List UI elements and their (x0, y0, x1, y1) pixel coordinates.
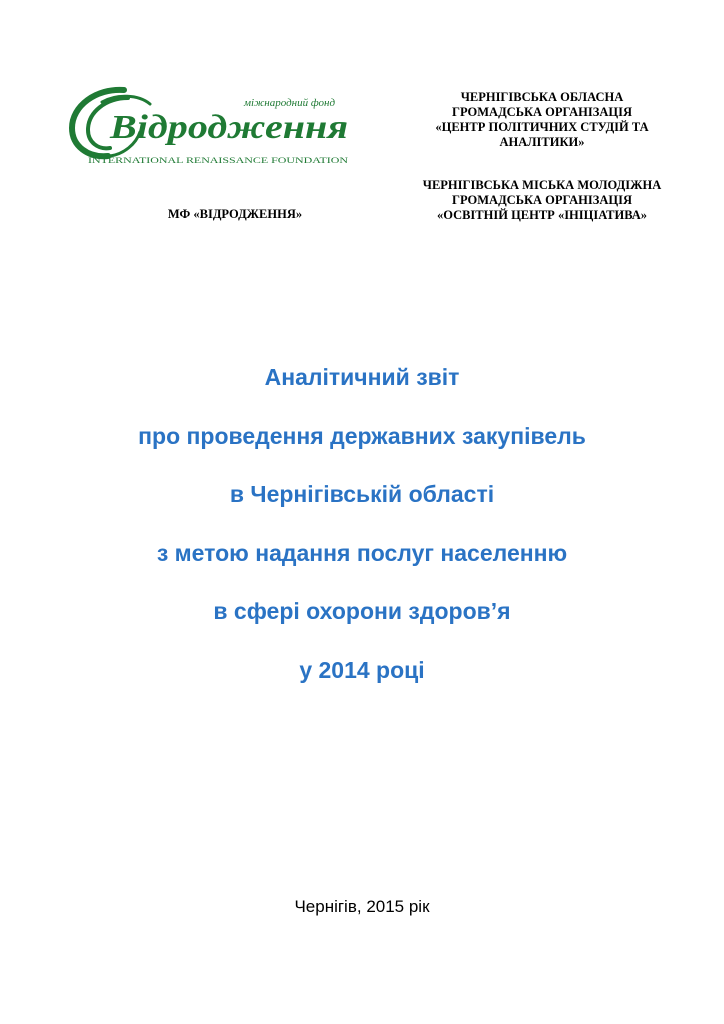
place-year: Чернігів, 2015 рік (294, 897, 430, 916)
title-line: Аналітичний звіт (264, 364, 460, 390)
report-title (0, 348, 724, 699)
title-line: про проведення державних закупівель (138, 422, 586, 449)
org-right-1-line: ЧЕРНІГІВСЬКА ОБЛАСНА (460, 90, 624, 104)
logo-english-text: INTERNATIONAL RENAISSANCE FOUNDATION (88, 156, 348, 165)
org-right-2-line: ГРОМАДСЬКА ОРГАНІЗАЦІЯ (452, 193, 632, 207)
title-line: в Чернігівській області (229, 481, 495, 507)
title-line: в сфері охорони здоров’я (213, 598, 511, 624)
org-right-2-line: ЧЕРНІГІВСЬКА МІСЬКА МОЛОДІЖНА (422, 178, 662, 192)
org-right-1-line: ГРОМАДСЬКА ОРГАНІЗАЦІЯ (452, 105, 632, 119)
org-right-1-line: «ЦЕНТР ПОЛІТИЧНИХ СТУДІЙ ТА (435, 120, 649, 134)
title-line: з метою надання послуг населенню (156, 539, 568, 566)
logo-main-text: Відродження (108, 109, 348, 146)
logo-top-text: міжнародний фонд (244, 97, 336, 109)
org-right-2-line: «ОСВІТНІЙ ЦЕНТР «ІНІЦІАТИВА» (436, 208, 648, 222)
irf-logo-graphic (66, 84, 352, 170)
org-left-name: МФ «ВІДРОДЖЕННЯ» (167, 207, 303, 221)
org-right-block-2 (384, 178, 700, 223)
irf-logo (66, 84, 352, 170)
org-right-block-1 (384, 90, 700, 150)
org-right-1-line: АНАЛІТИКИ» (499, 135, 585, 149)
title-line: у 2014 році (299, 656, 425, 683)
